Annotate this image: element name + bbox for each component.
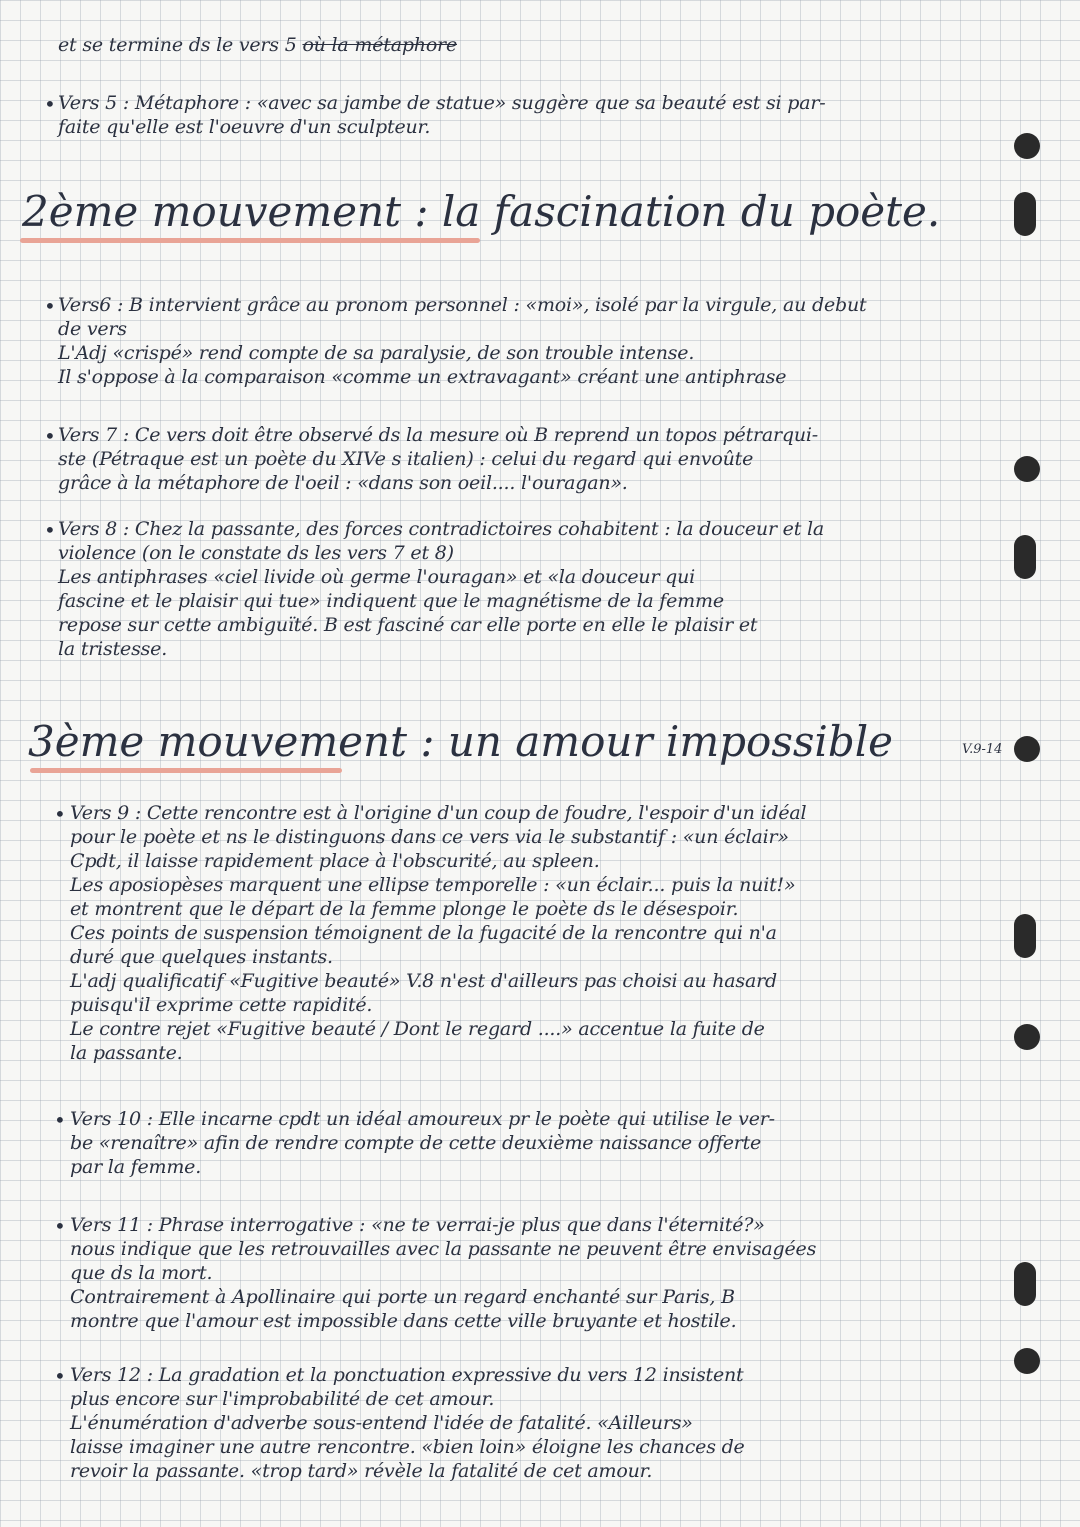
heading-highlight bbox=[20, 238, 480, 243]
v8-line-3: Les antiphrases «ciel livide où germe l'ouragan» et «la douceur qui bbox=[58, 566, 696, 588]
v7-line-1: Vers 7 : Ce vers doit être observé ds la mesure où B reprend un topos pétrarqui- bbox=[58, 424, 819, 446]
v6-line-1: Vers6 : B intervient grâce au pronom personnel : «moi», isolé par la virgule, au debut bbox=[58, 294, 867, 316]
v10-line-2: be «renaître» afin de rendre compte de cette deuxième naissance offerte bbox=[70, 1132, 762, 1154]
bullet-icon: • bbox=[44, 424, 56, 448]
verse-range: V.9-14 bbox=[962, 742, 1003, 757]
v12-line-4: laisse imaginer une autre rencontre. «bien loin» éloigne les chances de bbox=[70, 1436, 745, 1458]
punch-hole-icon bbox=[1014, 133, 1040, 159]
v9-line-1: Vers 9 : Cette rencontre est à l'origine d'un coup de foudre, l'espoir d'un idéal bbox=[70, 802, 807, 824]
v11-line-1: Vers 11 : Phrase interrogative : «ne te verrai-je plus que dans l'éternité?» bbox=[70, 1214, 765, 1236]
punch-slot-icon bbox=[1014, 1262, 1036, 1306]
intro-v5-line-2: faite qu'elle est l'oeuvre d'un sculpteur. bbox=[58, 116, 431, 138]
intro-text: et se termine ds le vers 5 bbox=[58, 34, 297, 56]
punch-slot-icon bbox=[1014, 535, 1036, 579]
bullet-icon: • bbox=[54, 802, 66, 826]
v9-line-3: Cpdt, il laisse rapidement place à l'obscurité, au spleen. bbox=[70, 850, 600, 872]
bullet-icon: • bbox=[54, 1214, 66, 1238]
v10-line-3: par la femme. bbox=[70, 1156, 202, 1178]
v8-line-6: la tristesse. bbox=[58, 638, 168, 660]
v9-line-5: et montrent que le départ de la femme plonge le poète ds le désespoir. bbox=[70, 898, 739, 920]
struck-text: où la métaphore bbox=[302, 34, 457, 56]
v9-line-10: Le contre rejet «Fugitive beauté / Dont le regard ....» accentue la fuite de bbox=[70, 1018, 765, 1040]
v12-line-2: plus encore sur l'improbabilité de cet amour. bbox=[70, 1388, 495, 1410]
v12-line-1: Vers 12 : La gradation et la ponctuation expressive du vers 12 insistent bbox=[70, 1364, 744, 1386]
v10-line-1: Vers 10 : Elle incarne cpdt un idéal amoureux pr le poète qui utilise le ver- bbox=[70, 1108, 775, 1130]
v7-line-2: ste (Pétraque est un poète du XIVe s italien) : celui du regard qui envoûte bbox=[58, 448, 754, 470]
v6-line-3: L'Adj «crispé» rend compte de sa paralysie, de son trouble intense. bbox=[58, 342, 695, 364]
v9-line-11: la passante. bbox=[70, 1042, 183, 1064]
v11-line-2: nous indique que les retrouvailles avec la passante ne peuvent être envisagées bbox=[70, 1238, 817, 1260]
v9-line-8: L'adj qualificatif «Fugitive beauté» V.8 n'est d'ailleurs pas choisi au hasard bbox=[70, 970, 777, 992]
v7-line-3: grâce à la métaphore de l'oeil : «dans son oeil.... l'ouragan». bbox=[58, 472, 628, 494]
bullet-icon: • bbox=[54, 1364, 66, 1388]
punch-slot-icon bbox=[1014, 914, 1036, 958]
punch-hole-icon bbox=[1014, 1348, 1040, 1374]
v12-line-3: L'énumération d'adverbe sous-entend l'idée de fatalité. «Ailleurs» bbox=[70, 1412, 693, 1434]
intro-v5-line-1: Vers 5 : Métaphore : «avec sa jambe de statue» suggère que sa beauté est si par- bbox=[58, 92, 826, 114]
v6-line-4: Il s'oppose à la comparaison «comme un extravagant» créant une antiphrase bbox=[58, 366, 787, 388]
punch-hole-icon bbox=[1014, 456, 1040, 482]
v12-line-5: revoir la passante. «trop tard» révèle la fatalité de cet amour. bbox=[70, 1460, 653, 1482]
v9-line-2: pour le poète et ns le distinguons dans ce vers via le substantif : «un éclair» bbox=[70, 826, 789, 848]
intro-line-0 bbox=[58, 34, 1040, 56]
v9-line-9: puisqu'il exprime cette rapidité. bbox=[70, 994, 373, 1016]
punch-hole-icon bbox=[1014, 1024, 1040, 1050]
bullet-icon: • bbox=[44, 518, 56, 542]
v9-line-4: Les aposiopèses marquent une ellipse temporelle : «un éclair... puis la nuit!» bbox=[70, 874, 796, 896]
v8-line-1: Vers 8 : Chez la passante, des forces contradictoires cohabitent : la douceur et la bbox=[58, 518, 824, 540]
section-2-heading: 2ème mouvement : la fascination du poète. bbox=[22, 187, 941, 236]
punch-slot-icon bbox=[1014, 192, 1036, 236]
bullet-icon: • bbox=[44, 294, 56, 318]
v8-line-4: fascine et le plaisir qui tue» indiquent que le magnétisme de la femme bbox=[58, 590, 724, 612]
v9-line-7: duré que quelques instants. bbox=[70, 946, 333, 968]
v11-line-4: Contrairement à Apollinaire qui porte un regard enchanté sur Paris, B bbox=[70, 1286, 735, 1308]
v11-line-3: que ds la mort. bbox=[70, 1262, 213, 1284]
v11-line-5: montre que l'amour est impossible dans cette ville bruyante et hostile. bbox=[70, 1310, 737, 1332]
v9-line-6: Ces points de suspension témoignent de la fugacité de la rencontre qui n'a bbox=[70, 922, 777, 944]
section-3-heading: 3ème mouvement : un amour impossible bbox=[28, 717, 894, 766]
v8-line-2: violence (on le constate ds les vers 7 et 8) bbox=[58, 542, 454, 564]
heading-highlight bbox=[30, 768, 342, 773]
v6-line-2: de vers bbox=[58, 318, 127, 340]
v8-line-5: repose sur cette ambiguïté. B est fasciné car elle porte en elle le plaisir et bbox=[58, 614, 758, 636]
punch-hole-icon bbox=[1014, 736, 1040, 762]
bullet-icon: • bbox=[44, 92, 56, 116]
bullet-icon: • bbox=[54, 1108, 66, 1132]
